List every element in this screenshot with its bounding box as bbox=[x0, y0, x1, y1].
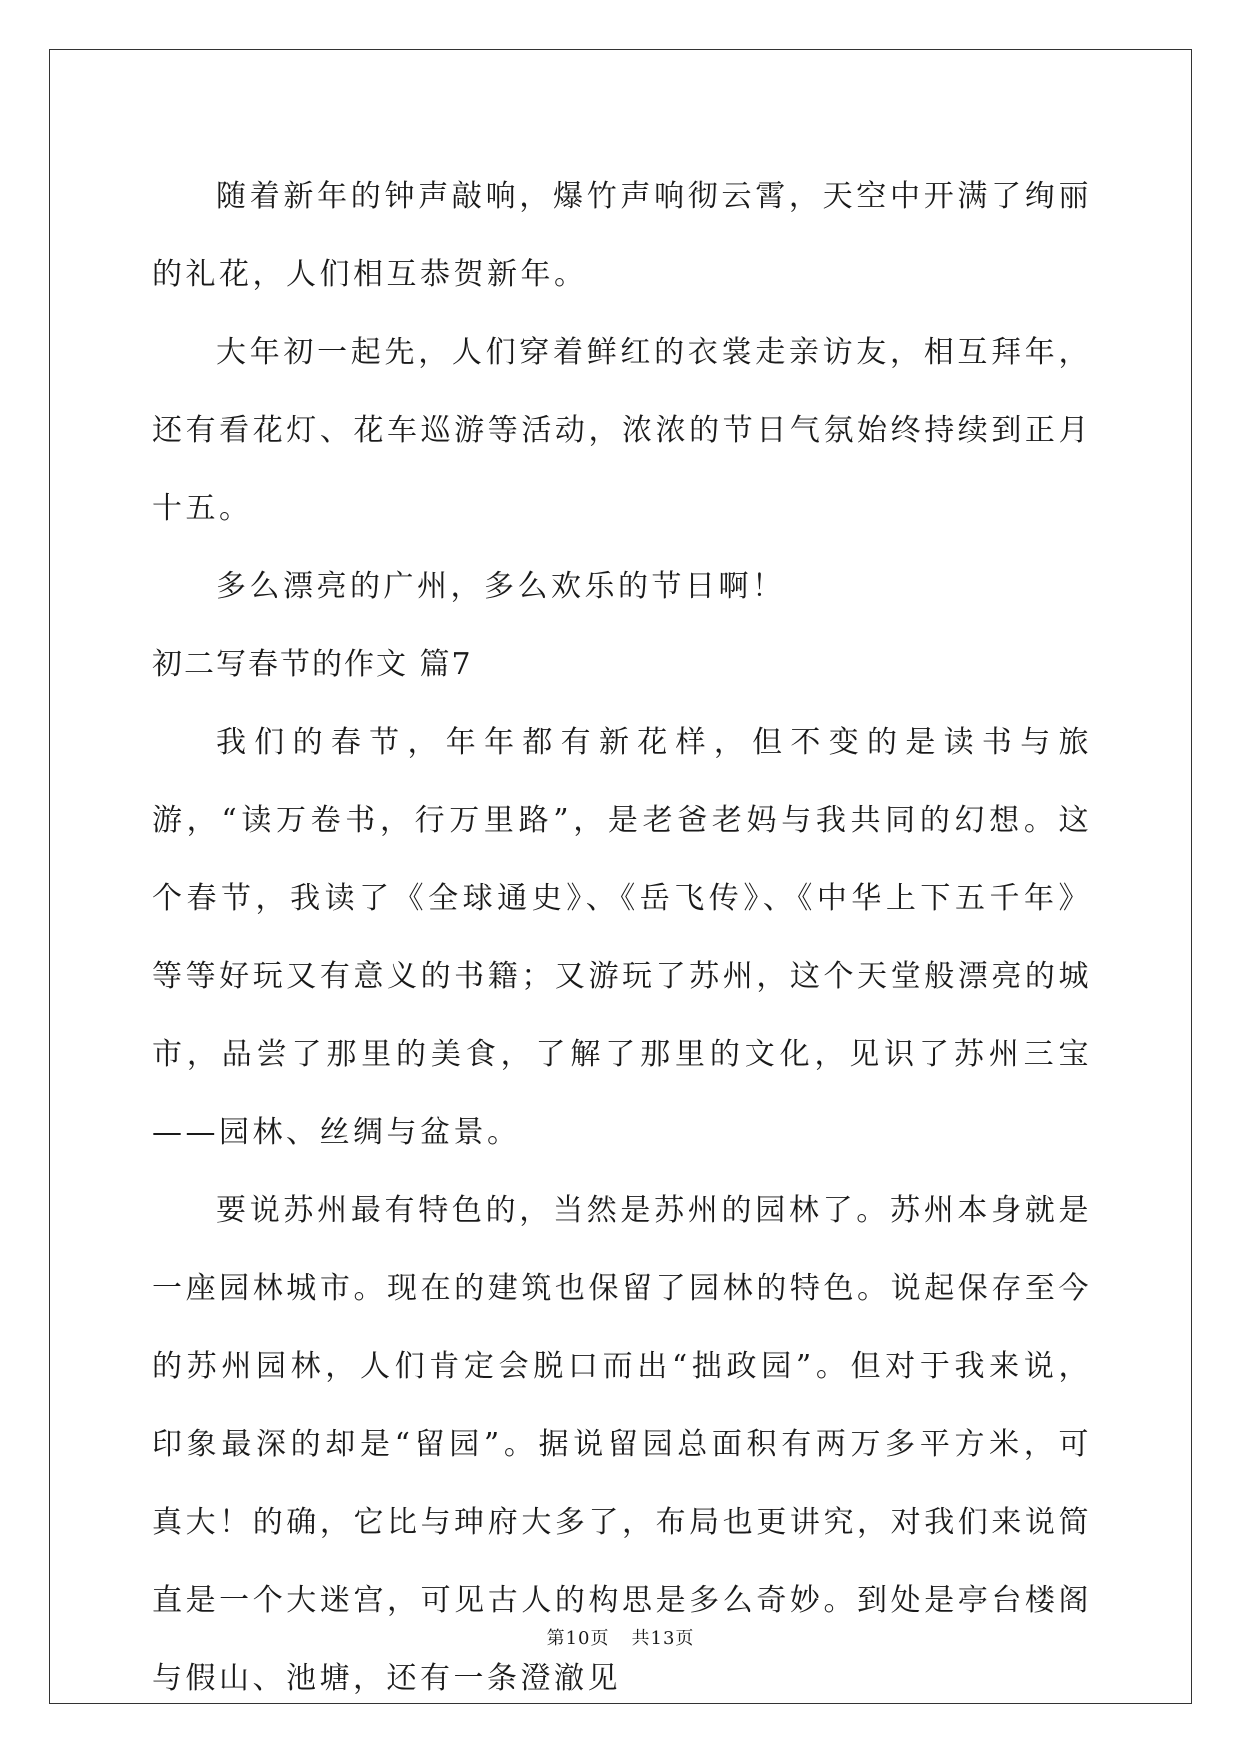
paragraph-reading-travel: 我们的春节，年年都有新花样，但不变的是读书与旅游，“读万卷书，行万里路”，是老爸老妈与我共同的幻想。这个春节，我读了《全球通史》、《岳飞传》、《中华上下五千年》等等好玩又有意义的书籍；又游玩了苏州，这个天堂般漂亮的城市，品尝了那里的美食，了解了那里的文化，见识了苏州三宝——园林、丝绸与盆景。 bbox=[152, 725, 1092, 1150]
paragraph-first-day: 大年初一起先，人们穿着鲜红的衣裳走亲访友，相互拜年，还有看花灯、花车巡游等活动，浓浓的节日气氛始终持续到正月十五。 bbox=[152, 335, 1092, 526]
paragraph-suzhou-gardens: 要说苏州最有特色的，当然是苏州的园林了。苏州本身就是一座园林城市。现在的建筑也保留了园林的特色。说起保存至今的苏州园林，人们肯定会脱口而出“拙政园”。但对于我来说，印象最深的却是“留园”。据说留园总面积有两万多平方米，可真大！的确，它比与珅府大多了，布局也更讲究，对我们来说简直是一个大迷宫，可见古人的构思是多么奇妙。到处是亭台楼阁与假山、池塘，还有一条澄澈见 bbox=[152, 1193, 1092, 1696]
page-footer bbox=[0, 1624, 1241, 1650]
document-body bbox=[152, 158, 1092, 1718]
page-number: 第10页 bbox=[546, 1628, 610, 1649]
paragraph-new-year-bell: 随着新年的钟声敲响，爆竹声响彻云霄，天空中开满了绚丽的礼花，人们相互恭贺新年。 bbox=[152, 179, 1092, 292]
essay-heading: 初二写春节的作文 篇7 bbox=[152, 647, 473, 682]
paragraph-guangzhou: 多么漂亮的广州，多么欢乐的节日啊！ bbox=[216, 569, 786, 604]
page-total: 共13页 bbox=[631, 1628, 695, 1649]
